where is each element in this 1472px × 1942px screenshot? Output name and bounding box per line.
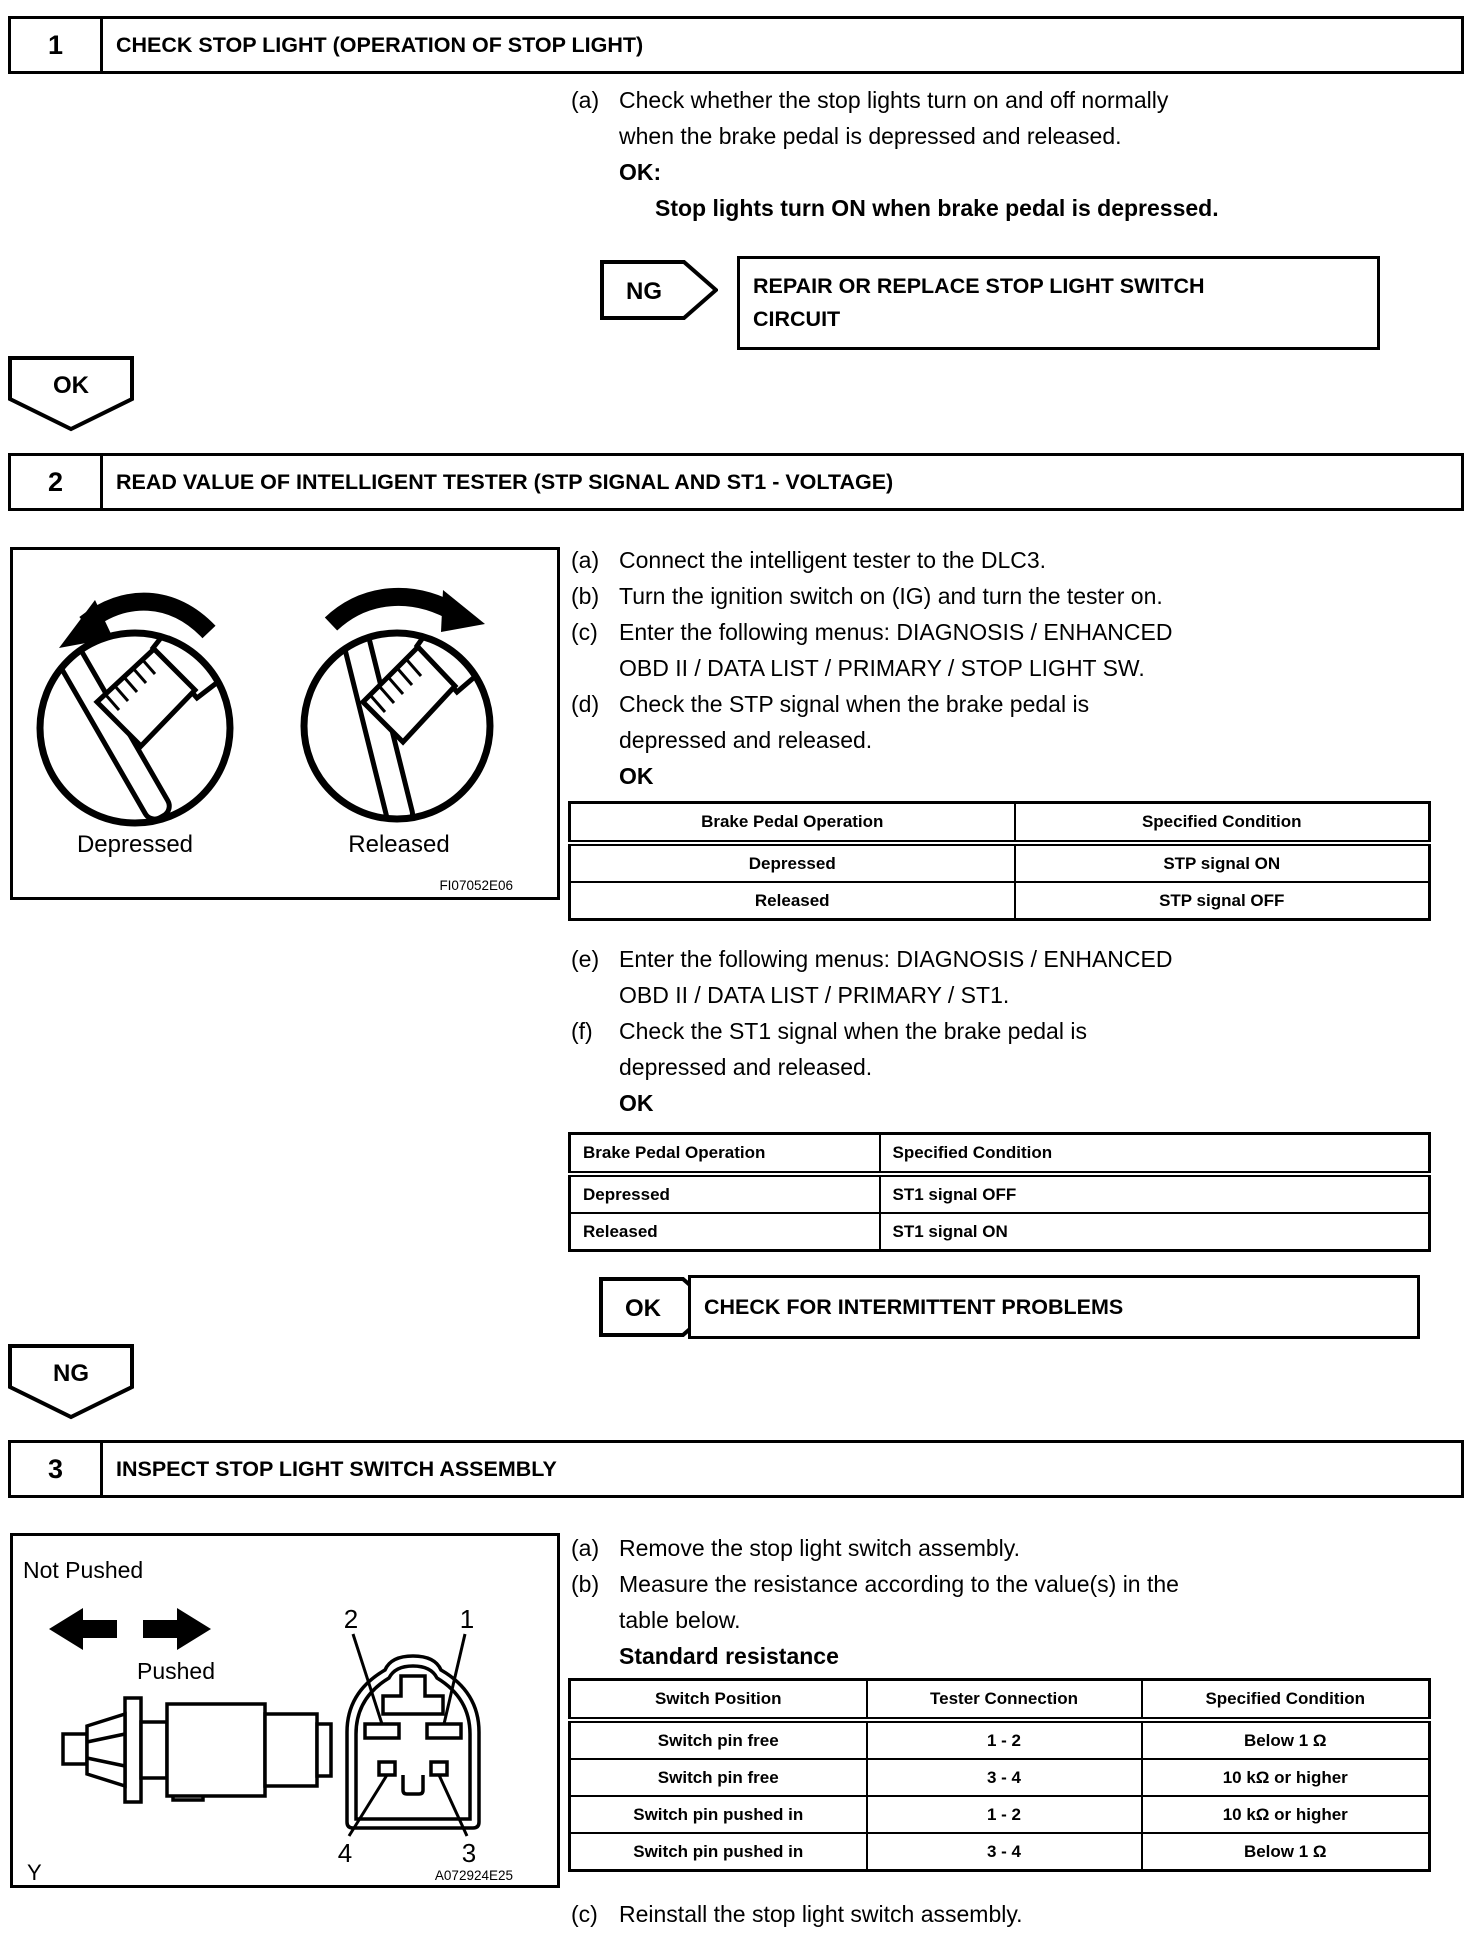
resistance-table (568, 1678, 1431, 1872)
pedal-figure (10, 547, 560, 900)
item-text-line: when the brake pedal is depressed and released. (619, 123, 1122, 149)
table-cell: 1 - 2 (867, 1720, 1142, 1759)
step1-ok-heading: OK: (619, 159, 662, 185)
item-label: (d) (571, 691, 600, 717)
item-label: (a) (571, 87, 600, 113)
table-header-cell: Brake Pedal Operation (570, 803, 1015, 844)
table-cell: Released (570, 882, 1015, 920)
step1-header (8, 16, 1464, 74)
ok-down-flow-tag (8, 356, 134, 432)
table-cell: Below 1 Ω (1142, 1720, 1430, 1759)
stp-signal-table (568, 801, 1431, 921)
step1-ok-condition: Stop lights turn ON when brake pedal is depressed. (655, 195, 1219, 221)
label-pushed: Pushed (137, 1658, 216, 1684)
table-cell: Depressed (570, 1174, 880, 1213)
item-text-line: OBD II / DATA LIST / PRIMARY / ST1. (619, 982, 1010, 1008)
table-cell: 10 kΩ or higher (1142, 1796, 1430, 1833)
table-cell: Released (570, 1213, 880, 1251)
table-header-cell: Specified Condition (880, 1134, 1430, 1175)
ok-tag-label: OK (625, 1295, 661, 1322)
item-text-line: Turn the ignition switch on (IG) and turn the tester on. (619, 583, 1163, 609)
step1-item-a (568, 82, 1463, 154)
switch-figure-art (13, 1536, 557, 1885)
item-text-line: depressed and released. (619, 727, 873, 753)
item-text-line: Enter the following menus: DIAGNOSIS / ENHANCED (619, 946, 1173, 972)
item-label: (b) (571, 583, 600, 609)
item-label: (b) (571, 1571, 600, 1597)
step2-instructions-a-d (568, 542, 1463, 794)
table-cell: Below 1 Ω (1142, 1833, 1430, 1871)
st1-signal-table (568, 1132, 1431, 1252)
arrow-right-head-icon (441, 590, 485, 632)
item-text-line: Reinstall the stop light switch assembly. (619, 1901, 1023, 1927)
step2-ok2-heading: OK (619, 1090, 654, 1116)
table-header-cell: Tester Connection (867, 1680, 1142, 1721)
pin-number-2: 2 (343, 1604, 359, 1634)
step1-title: CHECK STOP LIGHT (OPERATION OF STOP LIGHT) (116, 32, 644, 57)
table-row (570, 1796, 1430, 1833)
table-cell: 3 - 4 (867, 1833, 1142, 1871)
pin-number-4: 4 (337, 1838, 353, 1868)
arrow-left-icon (49, 1608, 117, 1650)
item-label: (f) (571, 1018, 593, 1044)
table-row (570, 843, 1430, 882)
item-label: (a) (571, 1535, 600, 1561)
pin-number-3: 3 (461, 1838, 477, 1868)
table-cell: 10 kΩ or higher (1142, 1759, 1430, 1796)
item-text-line: depressed and released. (619, 1054, 873, 1080)
table-header-cell: Brake Pedal Operation (570, 1134, 880, 1175)
step2-ok1-heading: OK (619, 763, 654, 789)
table-header-cell: Specified Condition (1015, 803, 1430, 844)
switch-figure (10, 1533, 560, 1888)
arrow-right-icon (143, 1608, 211, 1650)
pin-number-1: 1 (459, 1604, 475, 1634)
table-cell: STP signal ON (1015, 843, 1430, 882)
step2-instructions-e-f (568, 941, 1463, 1121)
ng-tag-label: NG (626, 278, 662, 305)
ok-down-label: OK (53, 372, 89, 399)
caption-released: Released (348, 831, 450, 858)
step3-item-b (568, 1566, 1463, 1638)
item-text-line: table below. (619, 1607, 741, 1633)
figure-corner-mark: Y (27, 1860, 42, 1885)
item-text-line: Connect the intelligent tester to the DLC3. (619, 547, 1047, 573)
step2-title: READ VALUE OF INTELLIGENT TESTER (STP SIGNAL AND ST1 - VOLTAGE) (116, 469, 894, 494)
label-not-pushed: Not Pushed (23, 1557, 144, 1583)
ng-flow-tag (600, 260, 718, 320)
table-cell: STP signal OFF (1015, 882, 1430, 920)
arrow-right-icon (331, 597, 457, 624)
table-row (570, 1759, 1430, 1796)
table-row (570, 1213, 1430, 1251)
item-text-line: Enter the following menus: DIAGNOSIS / ENHANCED (619, 619, 1173, 645)
item-label: (c) (571, 1901, 598, 1927)
step1-instructions (568, 82, 1463, 226)
table-header-cell: Switch Position (570, 1680, 867, 1721)
item-text-line: Check the STP signal when the brake pedal is (619, 691, 1090, 717)
standard-resistance-heading: Standard resistance (619, 1643, 839, 1669)
item-text-line: Measure the resistance according to the value(s) in the (619, 1571, 1179, 1597)
table-header-cell: Specified Condition (1142, 1680, 1430, 1721)
table-row (570, 1833, 1430, 1871)
step2-item-c (568, 614, 1463, 686)
step3-header (8, 1440, 1464, 1498)
item-text-line: OBD II / DATA LIST / PRIMARY / STOP LIGHT SW. (619, 655, 1145, 681)
item-label: (e) (571, 946, 600, 972)
figure-code: FI07052E06 (439, 878, 513, 893)
switch-body-art (63, 1698, 331, 1802)
step3-item-c-block (568, 1896, 1463, 1932)
item-text-line: Check the ST1 signal when the brake pedal is (619, 1018, 1087, 1044)
table-cell: 3 - 4 (867, 1759, 1142, 1796)
table-cell: Switch pin pushed in (570, 1796, 867, 1833)
step2-number: 2 (11, 456, 103, 508)
item-label: (a) (571, 547, 600, 573)
table-row (570, 1720, 1430, 1759)
caption-depressed: Depressed (76, 831, 194, 858)
table-cell: 1 - 2 (867, 1796, 1142, 1833)
table-cell: ST1 signal ON (880, 1213, 1430, 1251)
step1-ng-result-box (737, 256, 1380, 350)
step2-item-f (568, 1013, 1463, 1085)
table-row (570, 882, 1430, 920)
ng-down-label: NG (53, 1360, 89, 1387)
step3-number: 3 (11, 1443, 103, 1495)
step3-title: INSPECT STOP LIGHT SWITCH ASSEMBLY (116, 1456, 557, 1481)
step3-item-c (568, 1896, 1463, 1932)
table-cell: Switch pin pushed in (570, 1833, 867, 1871)
step2-item-a (568, 542, 1463, 578)
pedal-figure-art (13, 550, 557, 897)
figure-code: A072924E25 (434, 1868, 513, 1883)
connector-face-art (347, 1656, 479, 1828)
table-cell: Switch pin free (570, 1759, 867, 1796)
step2-item-b (568, 578, 1463, 614)
step3-instructions (568, 1530, 1463, 1674)
table-cell: ST1 signal OFF (880, 1174, 1430, 1213)
ng-down-flow-tag (8, 1344, 134, 1420)
step1-number: 1 (11, 19, 103, 71)
item-label: (c) (571, 619, 598, 645)
ng-result-line: REPAIR OR REPLACE STOP LIGHT SWITCH (753, 274, 1205, 298)
step3-item-a (568, 1530, 1463, 1566)
step2-ok-result-box (688, 1275, 1420, 1339)
step2-header (8, 453, 1464, 511)
table-cell: Switch pin free (570, 1720, 867, 1759)
ok-result-text: CHECK FOR INTERMITTENT PROBLEMS (704, 1294, 1124, 1319)
step2-item-e (568, 941, 1463, 1013)
table-row (570, 1174, 1430, 1213)
ng-result-line: CIRCUIT (753, 307, 841, 331)
table-cell: Depressed (570, 843, 1015, 882)
item-text-line: Check whether the stop lights turn on and off normally (619, 87, 1169, 113)
step2-item-d (568, 686, 1463, 758)
item-text-line: Remove the stop light switch assembly. (619, 1535, 1020, 1561)
